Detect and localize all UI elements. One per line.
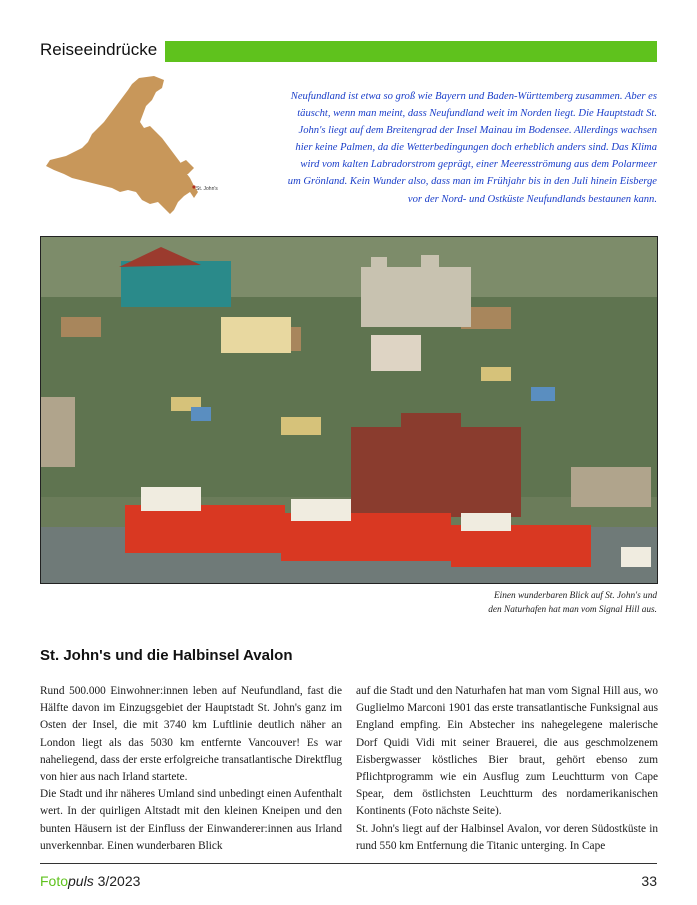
article-column-left [40, 683, 342, 855]
map-label-st-johns: St. John's [196, 186, 218, 192]
brand-foto: Foto [40, 873, 69, 889]
body-paragraph: Die Stadt und ihr näheres Umland sind unbedingt einen Aufenthalt wert. In der quirligen Altstadt mit den kleinen Kneipen und den bunten Häusern ist der Einfluss der Einwanderer:innen aus Irland unverkennbar. Einen wunderbaren Blick [40, 788, 342, 852]
newfoundland-island-shape [44, 74, 224, 219]
caption-line-2: den Naturhafen hat man vom Signal Hill aus. [488, 604, 657, 615]
photo-caption [357, 590, 657, 617]
article-heading: St. John's und die Halbinsel Avalon [40, 647, 293, 664]
issue-number: 3/2023 [97, 873, 141, 889]
section-label: Reiseeindrücke [40, 40, 158, 59]
article-column-right [356, 683, 658, 855]
intro-text [285, 88, 657, 208]
page-number: 33 [641, 873, 657, 889]
newfoundland-map [44, 74, 224, 219]
caption-line-1: Einen wunderbaren Blick auf St. John's und [493, 591, 657, 601]
header-accent-bar [165, 41, 657, 62]
body-paragraph: St. John's liegt auf der Halbinsel Avalon, vor deren Südostküste in rund 550 km Entfernung die Titanic unterging. In Cape [356, 822, 658, 852]
body-paragraph: Rund 500.000 Einwohner:innen leben auf Neufundland, fast die Hälfte davon im Einzugsgebiet der Hauptstadt St. John's ganz im Osten der Insel, die mit 3740 km Luftlinie deutlich näher an London liegt als das 5030 km entfernte Vancouver! Es war naheliegend, dass der erste erfolgreiche transatlantische Direktflug von hier aus nach Irland startete. [40, 685, 342, 784]
footer-rule [40, 863, 657, 864]
intro-paragraph: Neufundland ist etwa so groß wie Bayern und Baden-Württemberg zusammen. Aber es täuscht, wenn man meint, dass Neufundland weit im Norden liegt. Die Hauptstadt St. John's liegt auf dem Breitengrad der Insel Mainau im Bodensee. Allerdings wachsen hier keine Palmen, da die Wetterbedingungen doch erheblich anders sind. Das Klima wird vom kalten Labradorstrom geprägt, einer Meeresströmung aus dem Polarmeer um Grönland. Kein Wunder also, dass man im Frühjahr bis in den Juli hinein Eisberge vor der Nord- und Ostküste Neufundlands bestaunen kann. [287, 91, 657, 205]
body-paragraph: auf die Stadt und den Naturhafen hat man vom Signal Hill aus, wo Guglielmo Marconi 1901 das erste transatlantische Funksignal aus England empfing. Ein Abstecher ins nahegelegene malerische Dorf Quidi Vidi mit seiner Brauerei, die aus geschmolzenem Eisbergwasser köstliches Bier braut, gehört ebenso zum Pflichtprogramm wie ein Ausflug zum Leuchtturm von Cape Spear, dem östlichsten Leuchtturm des nordamerikanischen Kontinents (Foto nächste Seite). [356, 685, 658, 818]
magazine-brand [40, 873, 140, 889]
city-harbour-photo [40, 236, 658, 584]
brand-puls: puls [68, 873, 94, 889]
